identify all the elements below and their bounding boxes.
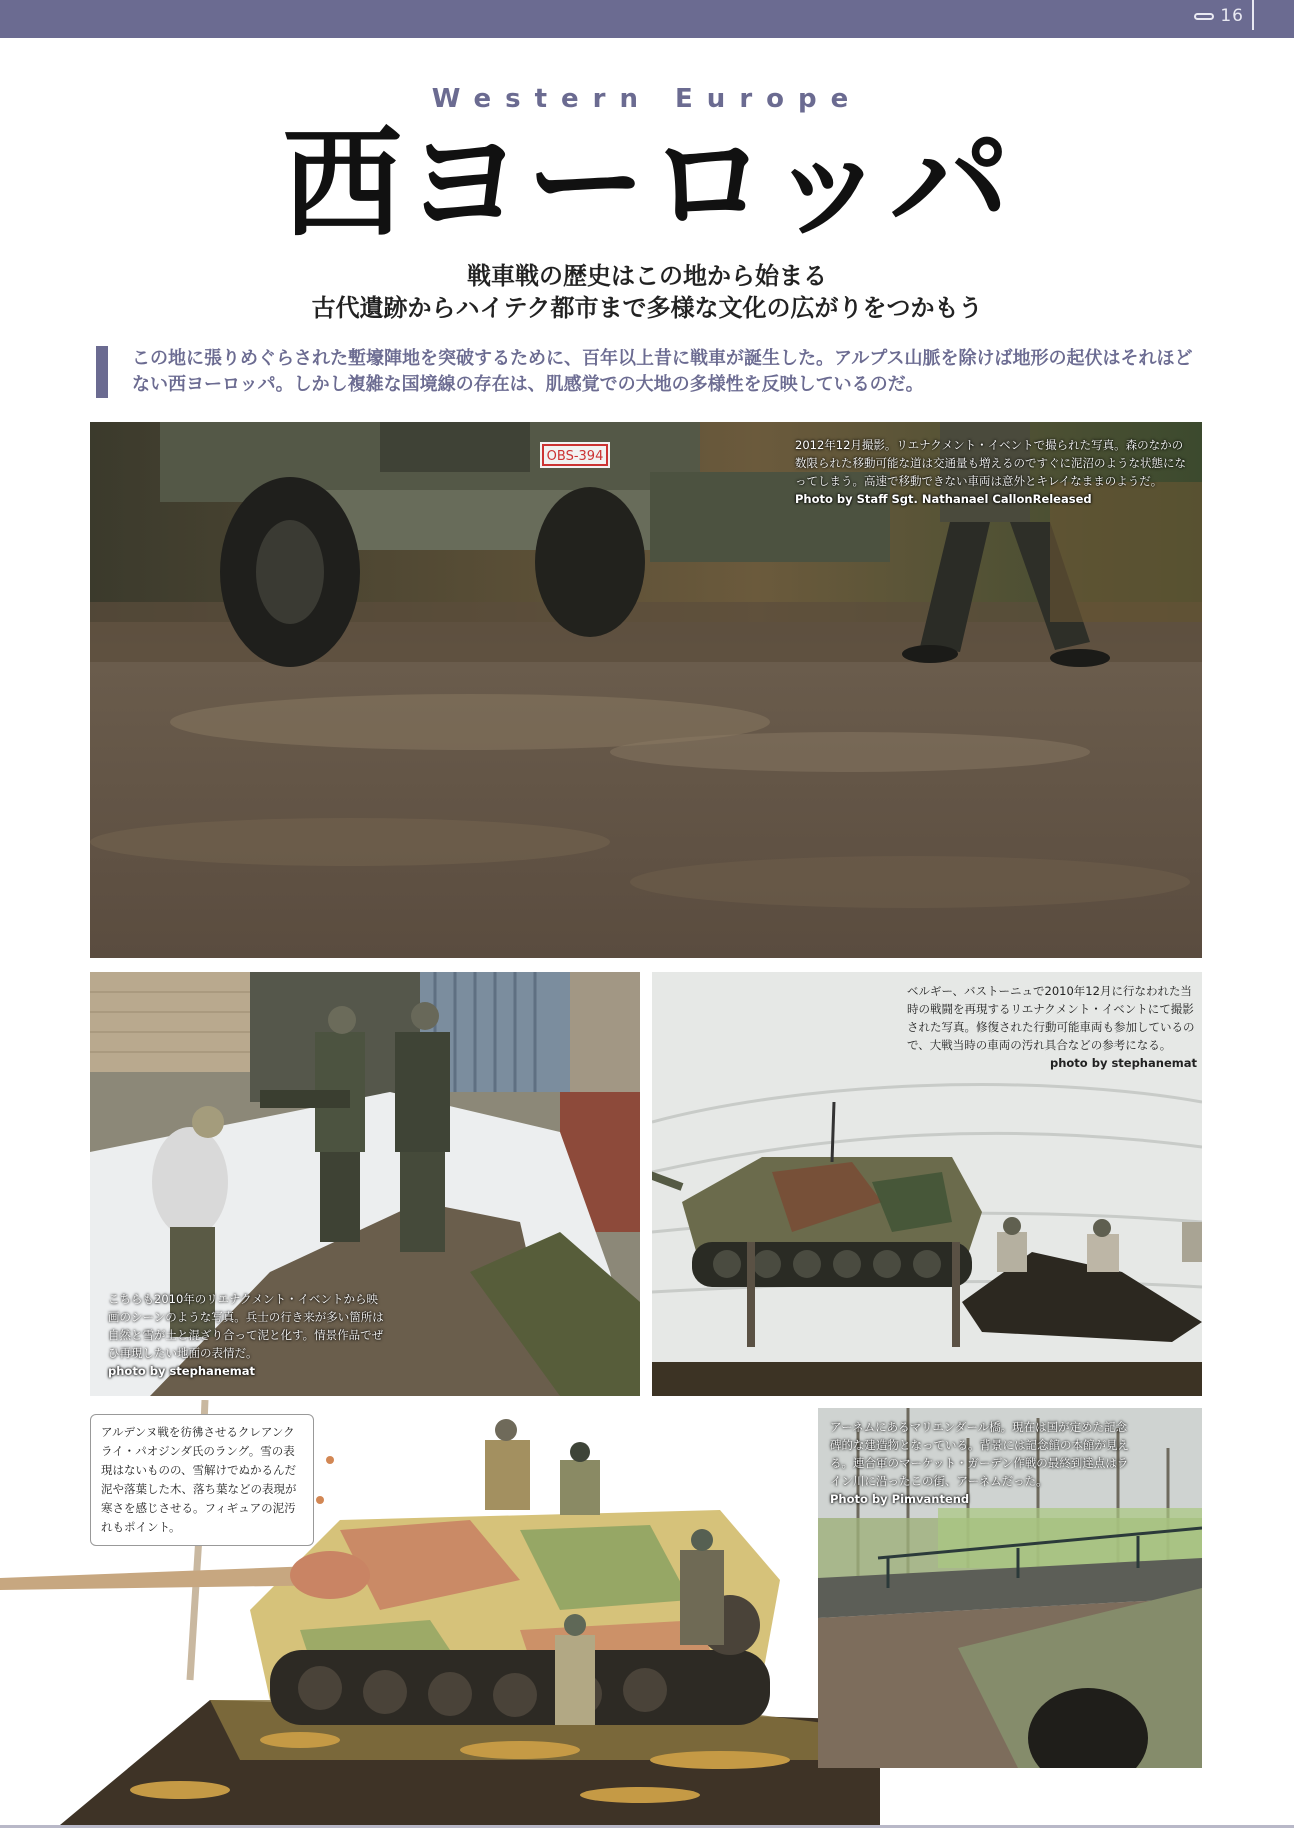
snow-tank-caption-text: ベルギー、バストーニュで2010年12月に行なわれた当時の戦闘を再現するリエナクメント・イベントにて撮影された写真。修復された行動可能車両も参加しているので、大戦当時の車両の汚れ具合などの参考になる。 xyxy=(907,984,1195,1052)
region-kicker: Western Europe xyxy=(431,84,863,114)
bridge-credit: Photo by Pimvantend xyxy=(830,1492,970,1506)
bridge-caption xyxy=(830,1418,1130,1508)
photo-bridge xyxy=(818,1408,1202,1768)
snow-soldiers-caption-text: こちらも2010年のリエナクメント・イベントから映画のシーンのような写真。兵士の行き来が多い箇所は自然と雪が土と混ざり合って泥と化す。情景作品でぜひ再現したい地面の表情だ。 xyxy=(108,1292,384,1360)
license-plate: OBS-394 xyxy=(546,449,604,464)
bottom-rule xyxy=(0,1825,1294,1828)
bridge-caption-text: アーネムにあるマリエンダール橋。現在は国が定めた記念碑的な建造物となっている。背景には記念館の本館が見える。連合軍のマーケット・ガーデン作戦の最終到達点はライン川に沿ったこの街、アーネムだった。 xyxy=(830,1420,1129,1488)
snow-tank-credit: photo by stephanemat xyxy=(1049,1056,1197,1070)
subtitle-line-2: 古代遺跡からハイテク都市まで多様な文化の広がりをつかもう xyxy=(311,294,983,322)
snow-soldiers-credit: photo by stephanemat xyxy=(108,1364,256,1378)
mud-credit: Photo by Staff Sgt. Nathanael CallonReleased xyxy=(795,492,1092,506)
mud-caption xyxy=(795,436,1190,508)
photo-snow-tank xyxy=(652,972,1202,1396)
photo-snow-soldiers xyxy=(90,972,640,1396)
header-band xyxy=(0,0,1294,38)
diorama-caption: アルデンヌ戦を彷彿させるクレアンクライ・パオジンダ氏のラング。雪の表現はないものの、雪解けでぬかるんだ泥や落葉した木、落ち葉などの表現が寒さを感じさせる。フィギュアの泥汚れもポイント。 xyxy=(90,1414,314,1546)
mud-caption-text: 2012年12月撮影。リエナクメント・イベントで撮られた写真。森のなかの数限られた移動可能な道は交通量も増えるのですぐに泥沼のような状態になってしまう。高速で移動できない車両は意外とキレイなままのようだ。 xyxy=(795,438,1186,488)
snow-tank-caption xyxy=(907,982,1197,1072)
page-title: 西ヨーロッパ xyxy=(282,115,1012,254)
snow-soldiers-caption xyxy=(108,1290,388,1380)
subtitle xyxy=(0,260,1294,324)
subtitle-line-1: 戦車戦の歴史はこの地から始まる xyxy=(467,262,827,290)
header-divider xyxy=(1252,0,1254,30)
page-pill-icon xyxy=(1194,13,1214,20)
page-number: 16 xyxy=(1220,6,1244,26)
page-number-group xyxy=(1194,6,1244,26)
lead-paragraph: この地に張りめぐらされた塹壕陣地を突破するために、百年以上昔に戦車が誕生した。アルプス山脈を除けば地形の起伏はそれほどない西ヨーロッパ。しかし複雑な国境線の存在は、肌感覚での大地の多様性を反映しているのだ。 xyxy=(96,346,1206,398)
photo-mud-road xyxy=(90,422,1202,958)
